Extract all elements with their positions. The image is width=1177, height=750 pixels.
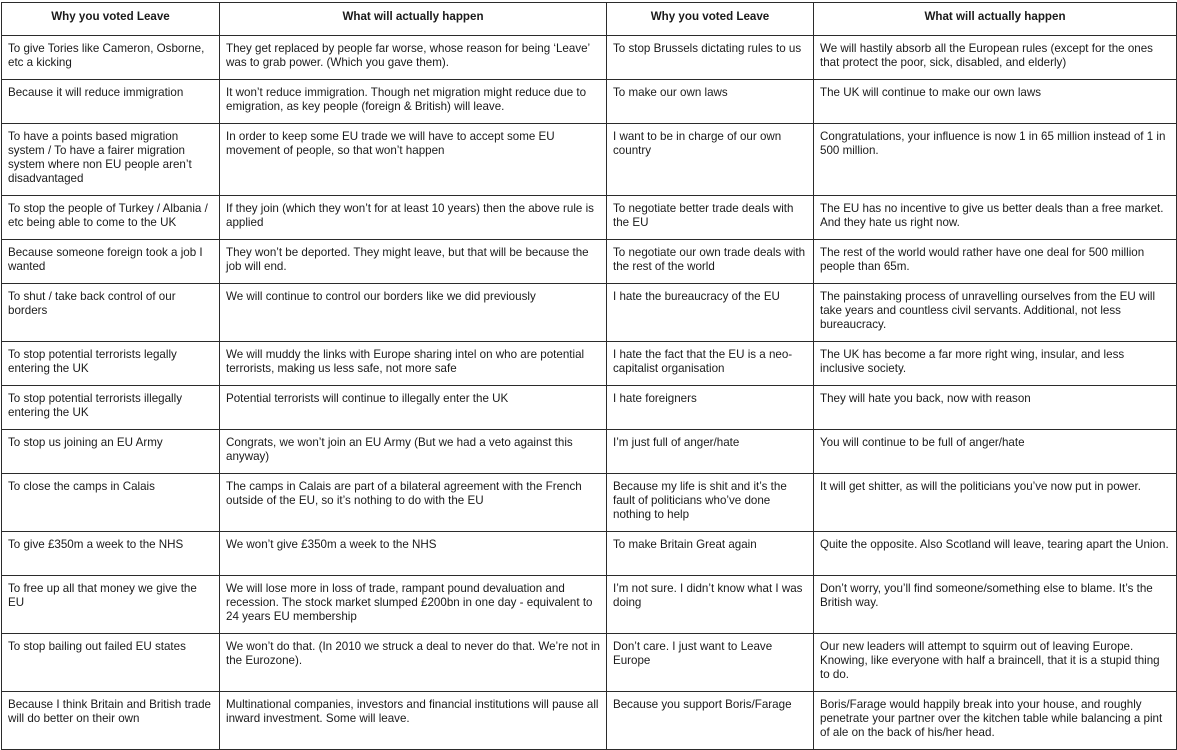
table-cell: To stop the people of Turkey / Albania / etc being able to come to the UK (2, 196, 220, 240)
table-cell: We won’t give £350m a week to the NHS (220, 532, 607, 576)
table-cell: The painstaking process of unravelling ourselves from the EU will take years and countless civil servants. Additional, not less bureaucracy. (814, 284, 1177, 342)
table-cell: They will hate you back, now with reason (814, 386, 1177, 430)
table-cell: I hate foreigners (607, 386, 814, 430)
table-row (2, 692, 1177, 750)
table-cell: Our new leaders will attempt to squirm out of leaving Europe. Knowing, like everyone with half a braincell, that it is a stupid thing to do. (814, 634, 1177, 692)
table-cell: You will continue to be full of anger/hate (814, 430, 1177, 474)
table-cell: To stop potential terrorists legally entering the UK (2, 342, 220, 386)
header-why-right: Why you voted Leave (607, 3, 814, 36)
table-row (2, 386, 1177, 430)
table-row (2, 80, 1177, 124)
table-cell: We will muddy the links with Europe sharing intel on who are potential terrorists, making us less safe, not more safe (220, 342, 607, 386)
table-cell: To negotiate our own trade deals with the rest of the world (607, 240, 814, 284)
table-cell: We will lose more in loss of trade, rampant pound devaluation and recession. The stock market slumped £200bn in one day - equivalent to 24 years EU membership (220, 576, 607, 634)
table-cell: They won’t be deported. They might leave, but that will be because the job will end. (220, 240, 607, 284)
table-cell: If they join (which they won’t for at least 10 years) then the above rule is applied (220, 196, 607, 240)
table-cell: I hate the fact that the EU is a neo-capitalist organisation (607, 342, 814, 386)
table-cell: Because it will reduce immigration (2, 80, 220, 124)
header-what-right: What will actually happen (814, 3, 1177, 36)
table-cell: To stop Brussels dictating rules to us (607, 36, 814, 80)
table-cell: Because someone foreign took a job I wanted (2, 240, 220, 284)
table-cell: Quite the opposite. Also Scotland will leave, tearing apart the Union. (814, 532, 1177, 576)
table-cell: To shut / take back control of our borders (2, 284, 220, 342)
table-cell: Boris/Farage would happily break into your house, and roughly penetrate your partner over the kitchen table while balancing a pint of ale on the back of his/her head. (814, 692, 1177, 750)
table-cell: I hate the bureaucracy of the EU (607, 284, 814, 342)
table-row (2, 196, 1177, 240)
table-cell: The rest of the world would rather have one deal for 500 million people than 65m. (814, 240, 1177, 284)
table-cell: They get replaced by people far worse, whose reason for being ‘Leave’ was to grab power. (Which you gave them). (220, 36, 607, 80)
table-row (2, 124, 1177, 196)
table-cell: It won’t reduce immigration. Though net migration might reduce due to emigration, as key people (foreign & British) will leave. (220, 80, 607, 124)
table-cell: Don’t worry, you’ll find someone/something else to blame. It’s the British way. (814, 576, 1177, 634)
table-row (2, 342, 1177, 386)
table-cell: Because my life is shit and it’s the fault of politicians who’ve done nothing to help (607, 474, 814, 532)
table-cell: To make Britain Great again (607, 532, 814, 576)
table-cell: To give £350m a week to the NHS (2, 532, 220, 576)
table-cell: It will get shitter, as will the politicians you’ve now put in power. (814, 474, 1177, 532)
table-cell: In order to keep some EU trade we will have to accept some EU movement of people, so that won’t happen (220, 124, 607, 196)
table-cell: To stop us joining an EU Army (2, 430, 220, 474)
table-row (2, 532, 1177, 576)
header-why-left: Why you voted Leave (2, 3, 220, 36)
table-cell: To close the camps in Calais (2, 474, 220, 532)
table-cell: To stop potential terrorists illegally entering the UK (2, 386, 220, 430)
table-cell: We will hastily absorb all the European rules (except for the ones that protect the poor, sick, disabled, and elderly) (814, 36, 1177, 80)
table-cell: I’m not sure. I didn’t know what I was doing (607, 576, 814, 634)
table-cell: To negotiate better trade deals with the EU (607, 196, 814, 240)
table-cell: The camps in Calais are part of a bilateral agreement with the French outside of the EU, so it’s nothing to do with the EU (220, 474, 607, 532)
table-cell: Because you support Boris/Farage (607, 692, 814, 750)
table-cell: The UK will continue to make our own laws (814, 80, 1177, 124)
table-row (2, 634, 1177, 692)
table-row (2, 240, 1177, 284)
header-what-left: What will actually happen (220, 3, 607, 36)
table-row (2, 430, 1177, 474)
table-cell: To give Tories like Cameron, Osborne, etc a kicking (2, 36, 220, 80)
table-cell: Don’t care. I just want to Leave Europe (607, 634, 814, 692)
table-cell: Congrats, we won’t join an EU Army (But we had a veto against this anyway) (220, 430, 607, 474)
table-cell: The EU has no incentive to give us better deals than a free market. And they hate us right now. (814, 196, 1177, 240)
table-row (2, 576, 1177, 634)
table-cell: Multinational companies, investors and financial institutions will pause all inward investment. Some will leave. (220, 692, 607, 750)
table-cell: I’m just full of anger/hate (607, 430, 814, 474)
table-cell: To have a points based migration system / To have a fairer migration system where non EU people aren’t disadvantaged (2, 124, 220, 196)
table-cell: I want to be in charge of our own country (607, 124, 814, 196)
table-row (2, 284, 1177, 342)
table-row (2, 474, 1177, 532)
header-row (2, 3, 1177, 36)
table-cell: We will continue to control our borders like we did previously (220, 284, 607, 342)
table-cell: To stop bailing out failed EU states (2, 634, 220, 692)
table-cell: Congratulations, your influence is now 1 in 65 million instead of 1 in 500 million. (814, 124, 1177, 196)
table-cell: Potential terrorists will continue to illegally enter the UK (220, 386, 607, 430)
leave-comparison-table (1, 2, 1177, 750)
table-cell: To free up all that money we give the EU (2, 576, 220, 634)
table-row (2, 36, 1177, 80)
table-cell: Because I think Britain and British trade will do better on their own (2, 692, 220, 750)
table-cell: We won’t do that. (In 2010 we struck a deal to never do that. We’re not in the Eurozone). (220, 634, 607, 692)
table-cell: The UK has become a far more right wing, insular, and less inclusive society. (814, 342, 1177, 386)
table-cell: To make our own laws (607, 80, 814, 124)
